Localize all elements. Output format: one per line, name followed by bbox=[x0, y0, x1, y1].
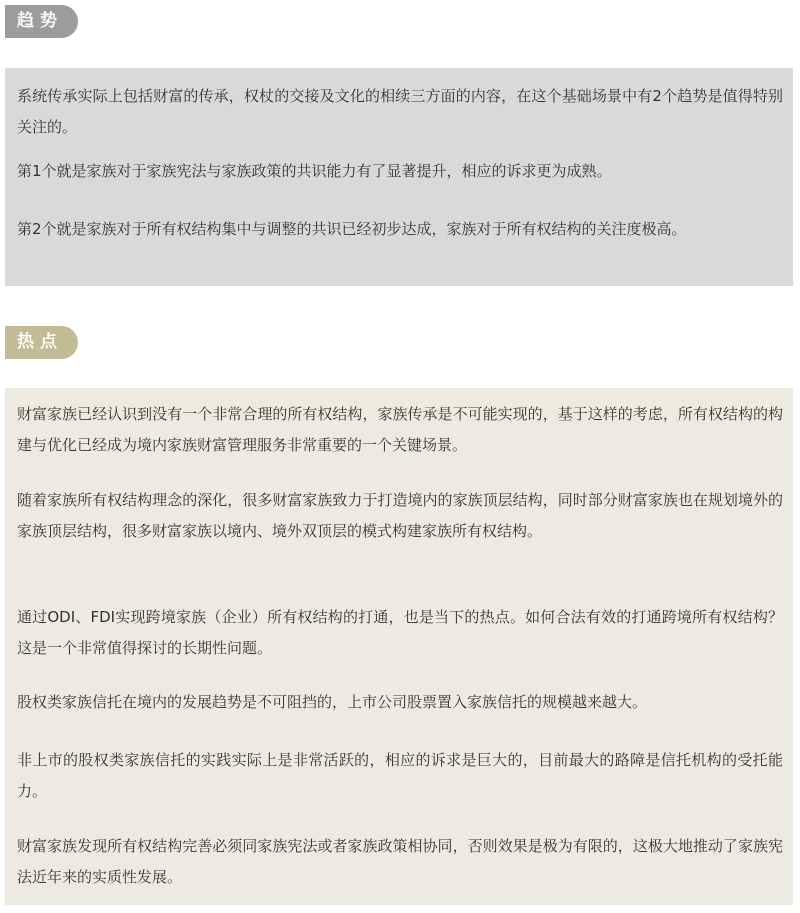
section-tag-trend: 趋势 bbox=[5, 5, 78, 38]
trend-paragraph-3: 第2个就是家族对于所有权结构集中与调整的共识已经初步达成，家族对于所有权结构的关注度极高。 bbox=[17, 220, 687, 238]
hot-paragraph-2: 随着家族所有权结构理念的深化，很多财富家族致力于打造境内的家族顶层结构，同时部分财富家族也在规划境外的家族顶层结构，很多财富家族以境内、境外双顶层的模式构建家族所有权结构。 bbox=[17, 491, 783, 540]
trend-paragraph-1: 系统传承实际上包括财富的传承，权杖的交接及文化的相续三方面的内容，在这个基础场景中有2个趋势是值得特别关注的。 bbox=[17, 87, 783, 136]
hot-paragraph-3: 通过ODI、FDI实现跨境家族（企业）所有权结构的打通，也是当下的热点。如何合法有效的打通跨境所有权结构？这是一个非常值得探讨的长期性问题。 bbox=[17, 608, 783, 657]
trend-content-box bbox=[5, 68, 793, 286]
section-tag-hot: 热点 bbox=[5, 326, 78, 359]
hot-paragraph-6: 财富家族发现所有权结构完善必须同家族宪法或者家族政策相协同，否则效果是极为有限的，这极大地推动了家族宪法近年来的实质性发展。 bbox=[17, 837, 783, 886]
hot-paragraph-5: 非上市的股权类家族信托的实践实际上是非常活跃的，相应的诉求是巨大的，目前最大的路障是信托机构的受托能力。 bbox=[17, 751, 783, 800]
hot-paragraph-4: 股权类家族信托在境内的发展趋势是不可阻挡的，上市公司股票置入家族信托的规模越来越大。 bbox=[17, 693, 648, 711]
hot-content-box bbox=[5, 388, 793, 905]
hot-paragraph-1: 财富家族已经认识到没有一个非常合理的所有权结构，家族传承是不可能实现的，基于这样的考虑，所有权结构的构建与优化已经成为境内家族财富管理服务非常重要的一个关键场景。 bbox=[17, 405, 783, 454]
trend-paragraph-2: 第1个就是家族对于家族宪法与家族政策的共识能力有了显著提升，相应的诉求更为成熟。 bbox=[17, 162, 612, 180]
